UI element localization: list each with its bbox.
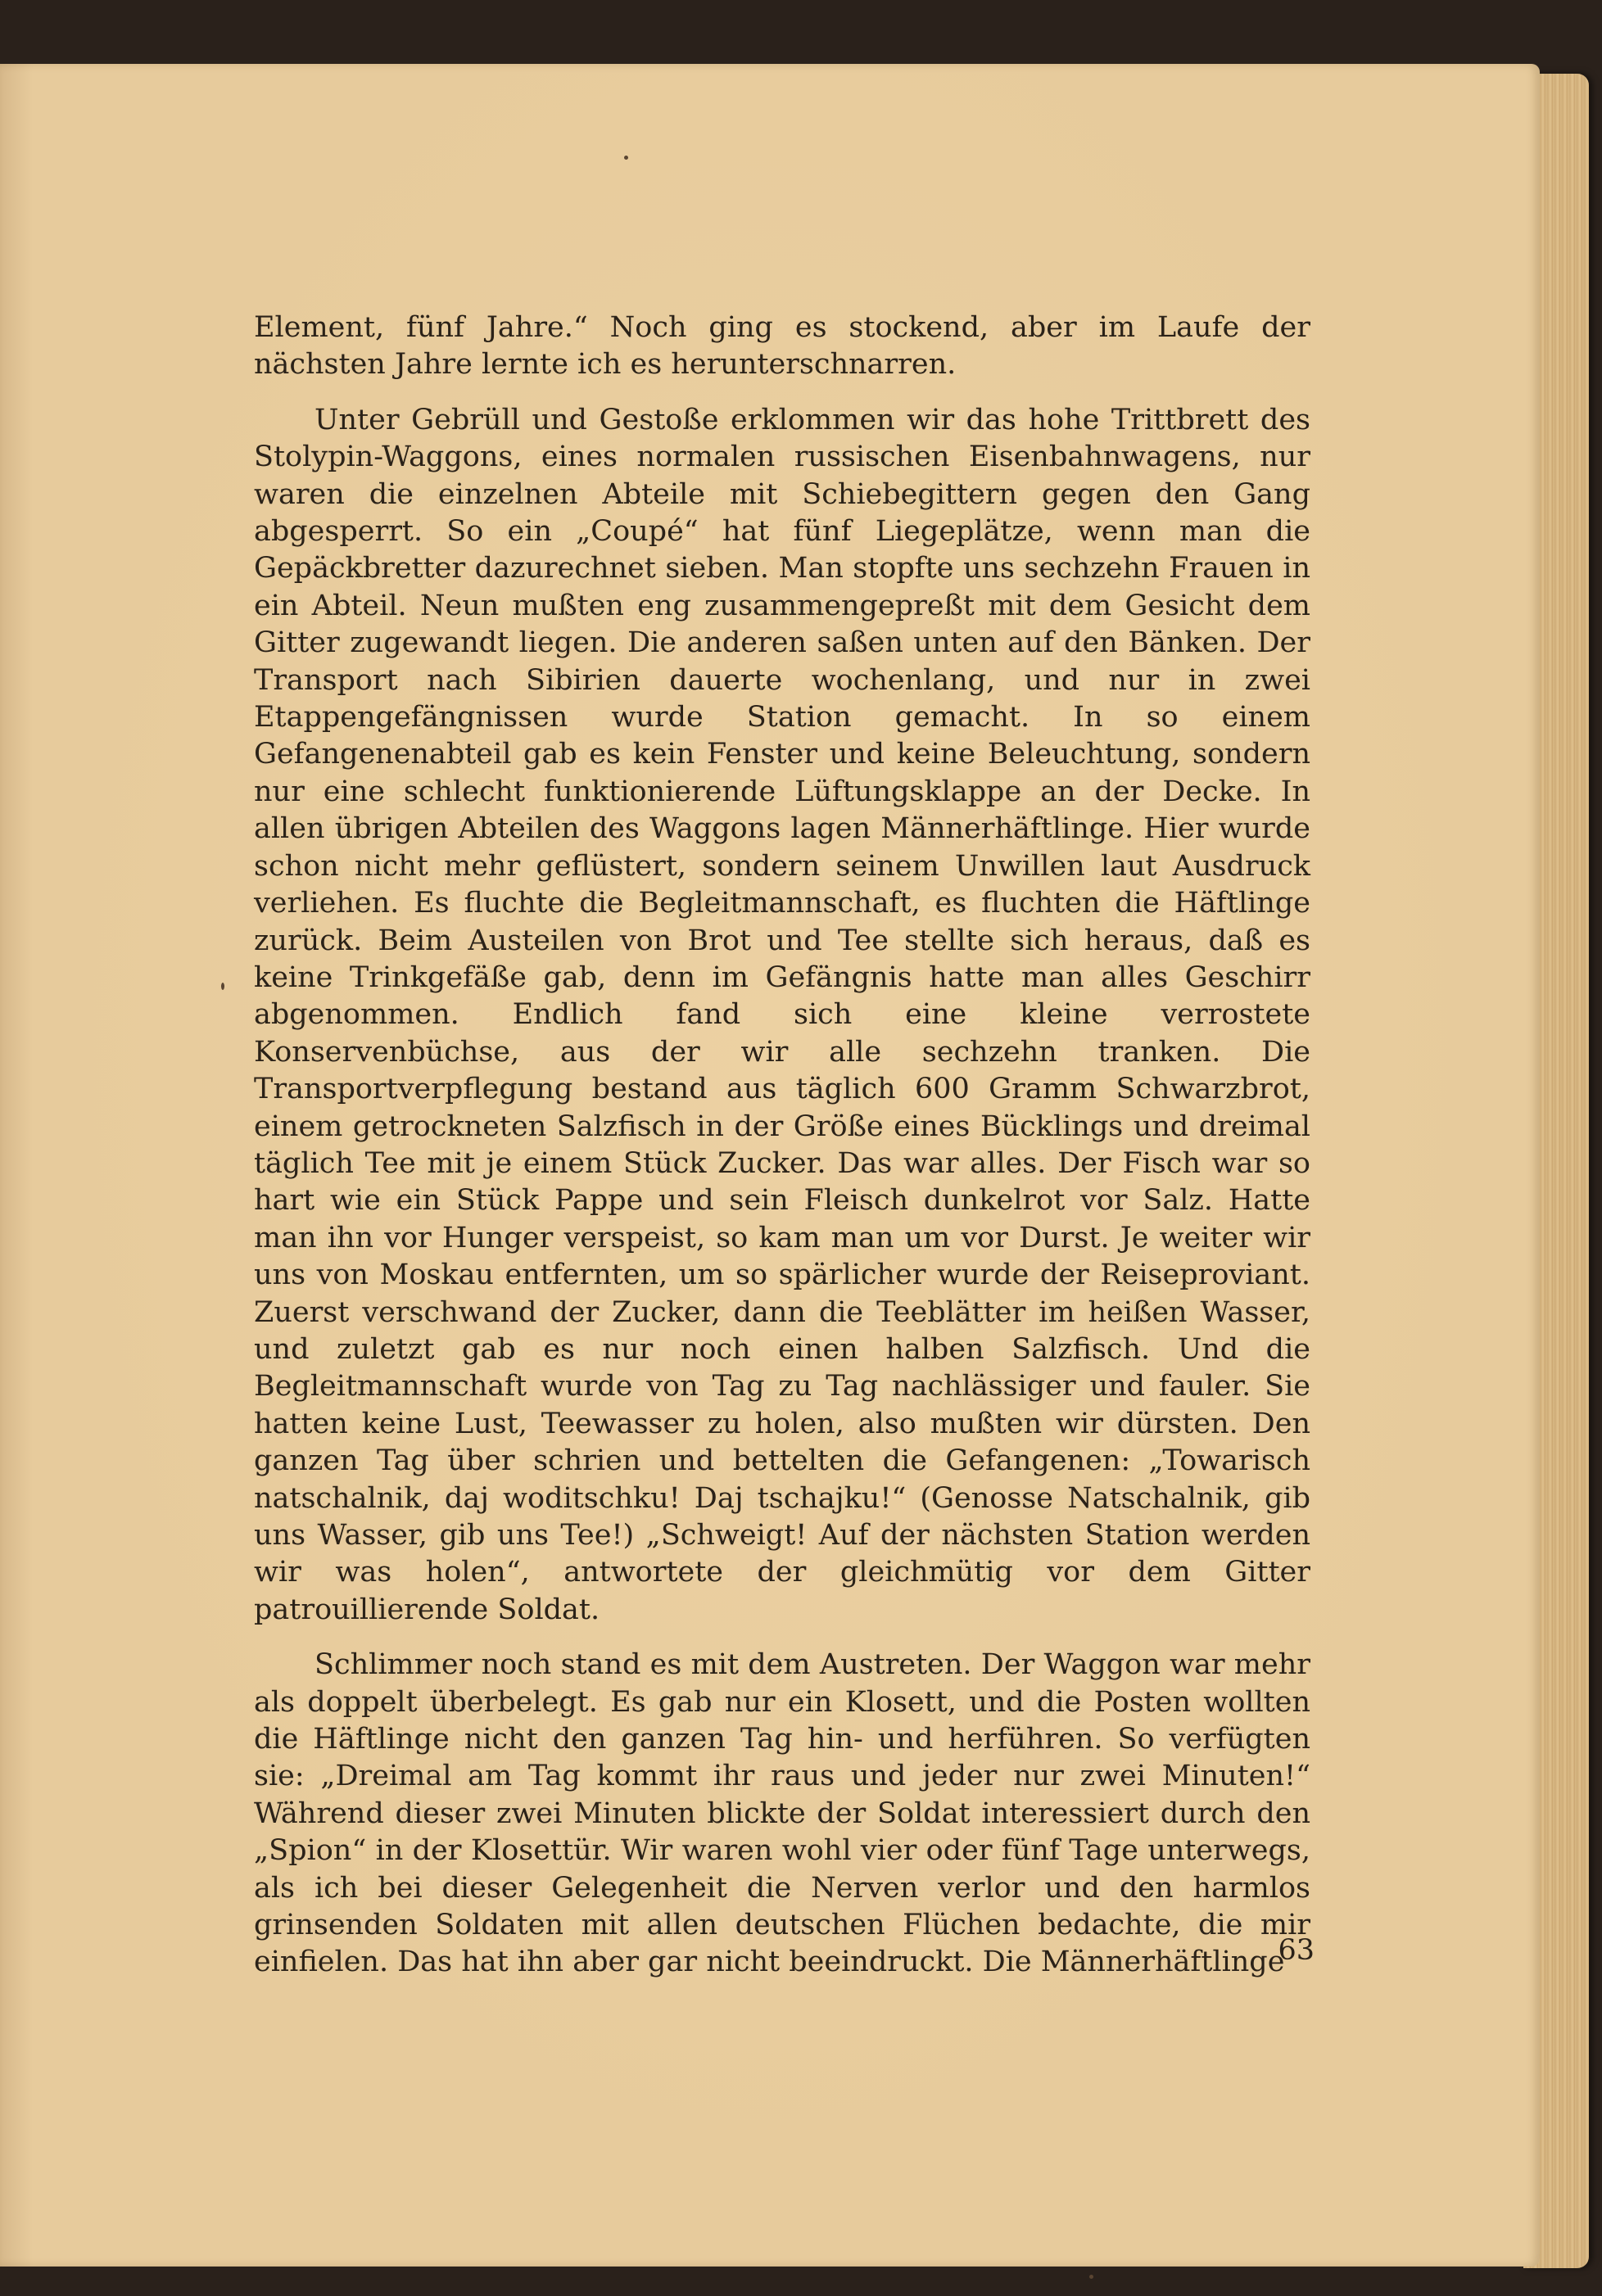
paragraph: Unter Gebrüll und Gestoße erklommen wir das hohe Trittbrett des Stolypin-Waggons, eines normalen russischen Eisenbahnwagens, nur waren die einzelnen Abteile mit Schiebegittern gegen den Gang abgesperrt. So ein „Coupé“ hat fünf Liegeplätze, wenn man die Gepäckbretter dazurechnet sieben. Man stopfte uns sechzehn Frauen in ein Abteil. Neun mußten eng zusammengepreßt mit dem Gesicht dem Gitter zugewandt liegen. Die anderen saßen unten auf den Bänken. Der Transport nach Sibirien dauerte wochenlang, und nur in zwei Etappengefängnissen wurde Station gemacht. In so einem Gefangenenabteil gab es kein Fenster und keine Beleuchtung, sondern nur eine schlecht funktionierende Lüftungsklappe an der Decke. In allen übrigen Abteilen des Waggons lagen Männerhäftlinge. Hier wurde schon nicht mehr geflüstert, sondern seinem Unwillen laut Ausdruck verliehen. Es fluchte die Begleitmannschaft, es fluchten die Häftlinge zurück. Beim Austeilen von Brot und Tee stellte sich heraus, daß es keine Trinkgefäße gab, denn im Gefängnis hatte man alles Geschirr abgenommen. Endlich fand sich eine kleine verrostete Konservenbüchse, aus der wir alle sechzehn tranken. Die Transportverpflegung bestand aus täglich 600 Gramm Schwarzbrot, einem getrockneten Salzfisch in der Größe eines Bücklings und dreimal täglich Tee mit je einem Stück Zucker. Das war alles. Der Fisch war so hart wie ein Stück Pappe und sein Fleisch dunkelrot vor Salz. Hatte man ihn vor Hunger verspeist, so kam man um vor Durst. Je weiter wir uns von Moskau entfernten, um so spärlicher wurde der Reiseproviant. Zuerst verschwand der Zucker, dann die Teeblätter im heißen Wasser, und zuletzt gab es nur noch einen halben Salzfisch. Und die Begleitmannschaft wurde von Tag zu Tag nachlässiger und fauler. Sie hatten keine Lust, Teewasser zu holen, also mußten wir dürsten. Den ganzen Tag über schrien und bettelten die Gefangenen: „Towarisch natschalnik, daj woditschku! Daj tschajku!“ (Genosse Natschalnik, gib uns Wasser, gib uns Tee!) „Schweigt! Auf der nächsten Station werden wir was holen“, antwortete der gleichmütig vor dem Gitter patrouillierende Soldat. (254, 403, 1310, 1626)
body-text (254, 310, 1310, 1982)
ink-speck (221, 983, 224, 990)
page-number: 63 (1278, 1934, 1315, 1967)
paragraph: Element, fünf Jahre.“ Noch ging es stockend, aber im Laufe der nächsten Jahre lernte ich es herunterschnarren. (254, 311, 1310, 382)
ink-speck (1089, 2275, 1093, 2279)
paragraph: Schlimmer noch stand es mit dem Austreten. Der Waggon war mehr als doppelt überbelegt. Es gab nur ein Klosett, und die Posten wollten die Häftlinge nicht den ganzen Tag hin- und herführen. So verfügten sie: „Dreimal am Tag kommt ihr raus und jeder nur zwei Minuten!“ Während dieser zwei Minuten blickte der Soldat interessiert durch den „Spion“ in der Klosettür. Wir waren wohl vier oder fünf Tage unterwegs, als ich bei dieser Gelegenheit die Nerven verlor und den harmlos grinsenden Soldaten mit allen deutschen Flüchen bedachte, die mir einfielen. Das hat ihn aber gar nicht beeindruckt. Die Männerhäftlinge (254, 1648, 1310, 1979)
ink-speck (624, 156, 628, 160)
